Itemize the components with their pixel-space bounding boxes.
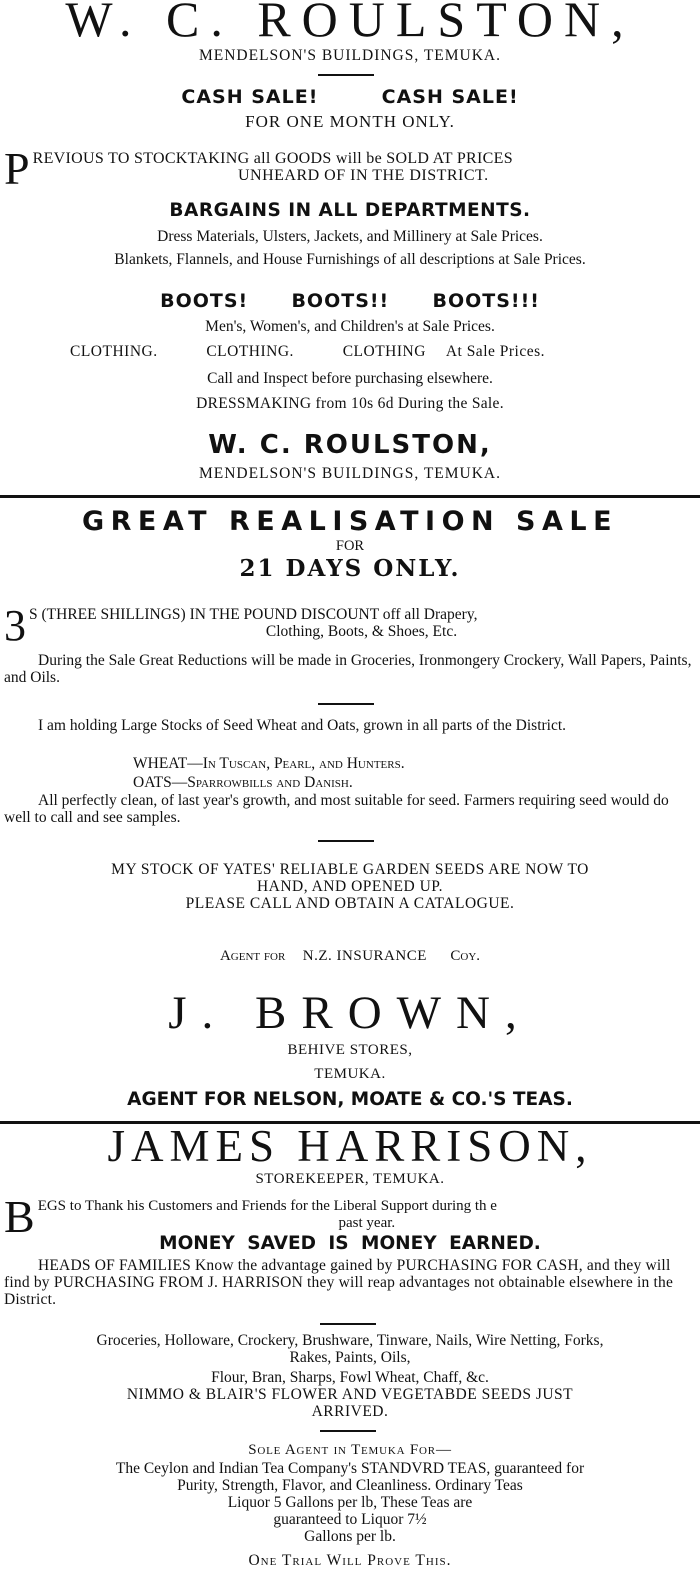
- clothing-sale-text: At Sale Prices.: [445, 343, 546, 360]
- agent-text: Agent for: [219, 948, 286, 964]
- ceylon-paragraph: [0, 1460, 700, 1545]
- divider: [320, 1323, 376, 1325]
- trial-line: One Trial Will Prove This.: [248, 1552, 452, 1569]
- discount-line-1: S (THREE SHILLINGS) IN THE POUND DISCOUNT off all Drapery,: [29, 606, 478, 623]
- during-paragraph: During the Sale Great Reductions will be made in Groceries, Ironmongery Crockery, Wall Papers, Paints, and Oils.: [4, 652, 692, 686]
- ceylon-line-1: The Ceylon and Indian Tea Company's STANDVRD TEAS, guaranteed for: [115, 1460, 585, 1477]
- boots-heading: [0, 290, 700, 312]
- section-divider: [0, 495, 700, 498]
- drop-cap: P: [4, 143, 30, 194]
- cash-sale-heading: [0, 86, 700, 108]
- advert-title: W. C. ROULSTON,: [65, 0, 635, 47]
- cash-sale-text: CASH SALE!: [381, 86, 519, 108]
- blankets-line: Blankets, Flannels, and House Furnishings of all descriptions at Sale Prices.: [114, 251, 586, 268]
- footer-title: W. C. ROULSTON,: [208, 430, 492, 460]
- discount-line-2: Clothing, Boots, & Shoes, Etc.: [265, 623, 458, 640]
- begs-paragraph: [4, 1191, 696, 1242]
- yates-line-1: MY STOCK OF YATES' RELIABLE GARDEN SEEDS ARE NOW TO: [111, 861, 589, 878]
- agent-text: Coy.: [450, 948, 481, 964]
- money-heading: MONEY SAVED IS MONEY EARNED.: [159, 1233, 541, 1254]
- ceylon-line-4: guaranteed to Liquor 7½: [273, 1511, 427, 1528]
- cash-sale-text: CASH SALE!: [181, 86, 319, 108]
- clothing-text: CLOTHING.: [70, 343, 158, 360]
- previous-paragraph: [4, 143, 694, 194]
- yates-line-2: HAND, AND OPENED UP.: [256, 878, 444, 895]
- discount-paragraph: [4, 601, 694, 650]
- mens-line: Men's, Women's, and Children's at Sale Prices.: [205, 318, 495, 335]
- boots-text: BOOTS!!!: [432, 290, 540, 312]
- flour-line: Flour, Bran, Sharps, Fowl Wheat, Chaff, &c.: [211, 1369, 489, 1386]
- sale-headline: GREAT REALISATION SALE: [81, 506, 619, 537]
- brown-title: J. BROWN,: [168, 987, 532, 1039]
- town-line: TEMUKA.: [314, 1066, 386, 1082]
- sole-agent-line: Sole Agent in Temuka For—: [248, 1442, 452, 1458]
- footer-address: MENDELSON'S BUILDINGS, TEMUKA.: [198, 465, 502, 482]
- heads-paragraph: HEADS OF FAMILIES Know the advantage gained by PURCHASING FOR CASH, and they will find by PURCHASING FROM J. HARRISON they will reap advantages not obtainable elsewhere in the District.: [4, 1257, 674, 1308]
- bargains-heading: BARGAINS IN ALL DEPARTMENTS.: [169, 200, 531, 221]
- for-line: FOR: [335, 538, 365, 554]
- nimmo-line-2: ARRIVED.: [311, 1403, 389, 1420]
- divider: [318, 74, 374, 76]
- advert-address: MENDELSON'S BUILDINGS, TEMUKA.: [198, 47, 502, 64]
- previous-line-2: UNHEARD OF IN THE DISTRICT.: [237, 167, 489, 184]
- drop-cap: 3: [4, 601, 26, 650]
- agent-company: N.Z. INSURANCE: [302, 948, 427, 964]
- ceylon-line-3: Liquor 5 Gallons per lb, These Teas are: [227, 1494, 473, 1511]
- begs-line-2: past year.: [338, 1215, 396, 1231]
- dressmaking-line: DRESSMAKING from 10s 6d During the Sale.: [196, 395, 504, 412]
- teas-line: AGENT FOR NELSON, MOATE & CO.'S TEAS.: [127, 1089, 573, 1110]
- groceries-line-1: Groceries, Holloware, Crockery, Brushware, Tinware, Nails, Wire Netting, Forks,: [96, 1332, 604, 1349]
- divider: [320, 1430, 376, 1432]
- holding-paragraph: I am holding Large Stocks of Seed Wheat and Oats, grown in all parts of the District.: [38, 717, 567, 734]
- oats-line: OATS—Sparrowbills and Danish.: [133, 774, 353, 791]
- nimmo-paragraph: [0, 1386, 700, 1420]
- harrison-title: JAMES HARRISON,: [107, 1121, 593, 1171]
- boots-text: BOOTS!!: [291, 290, 390, 312]
- ceylon-line-5: Gallons per lb.: [304, 1528, 396, 1545]
- agent-line: [0, 948, 700, 965]
- yates-paragraph: [0, 861, 700, 912]
- inspect-line: Call and Inspect before purchasing elsewhere.: [207, 370, 493, 387]
- clean-paragraph: All perfectly clean, of last year's growth, and most suitable for seed. Farmers requiring seed would do well to call and see samples.: [4, 792, 669, 826]
- drop-cap: B: [4, 1191, 35, 1242]
- harrison-subtitle: STOREKEEPER, TEMUKA.: [255, 1171, 445, 1187]
- days-line: 21 DAYS ONLY.: [239, 555, 461, 582]
- month-line: FOR ONE MONTH ONLY.: [245, 112, 455, 131]
- groceries-paragraph: [0, 1332, 700, 1386]
- wheat-line: WHEAT—In Tuscan, Pearl, and Hunters.: [133, 755, 405, 772]
- clothing-text: CLOTHING.: [206, 343, 294, 360]
- begs-line-1: EGS to Thank his Customers and Friends for the Liberal Support during th e: [37, 1198, 497, 1214]
- previous-line-1: REVIOUS TO STOCKTAKING all GOODS will be SOLD AT PRICES: [32, 150, 513, 167]
- boots-text: BOOTS!: [160, 290, 249, 312]
- divider: [318, 840, 374, 842]
- dress-line: Dress Materials, Ulsters, Jackets, and Millinery at Sale Prices.: [157, 228, 543, 245]
- stores-line: BEHIVE STORES,: [287, 1042, 413, 1058]
- clothing-line: [70, 343, 690, 361]
- yates-line-3: PLEASE CALL AND OBTAIN A CATALOGUE.: [185, 895, 515, 912]
- ceylon-line-2: Purity, Strength, Flavor, and Cleanliness. Ordinary Teas: [177, 1477, 523, 1494]
- nimmo-line-1: NIMMO & BLAIR'S FLOWER AND VEGETABDE SEEDS JUST: [126, 1386, 574, 1403]
- divider: [318, 703, 374, 705]
- clothing-text: CLOTHING: [342, 343, 426, 360]
- groceries-line-2: Rakes, Paints, Oils,: [289, 1349, 411, 1366]
